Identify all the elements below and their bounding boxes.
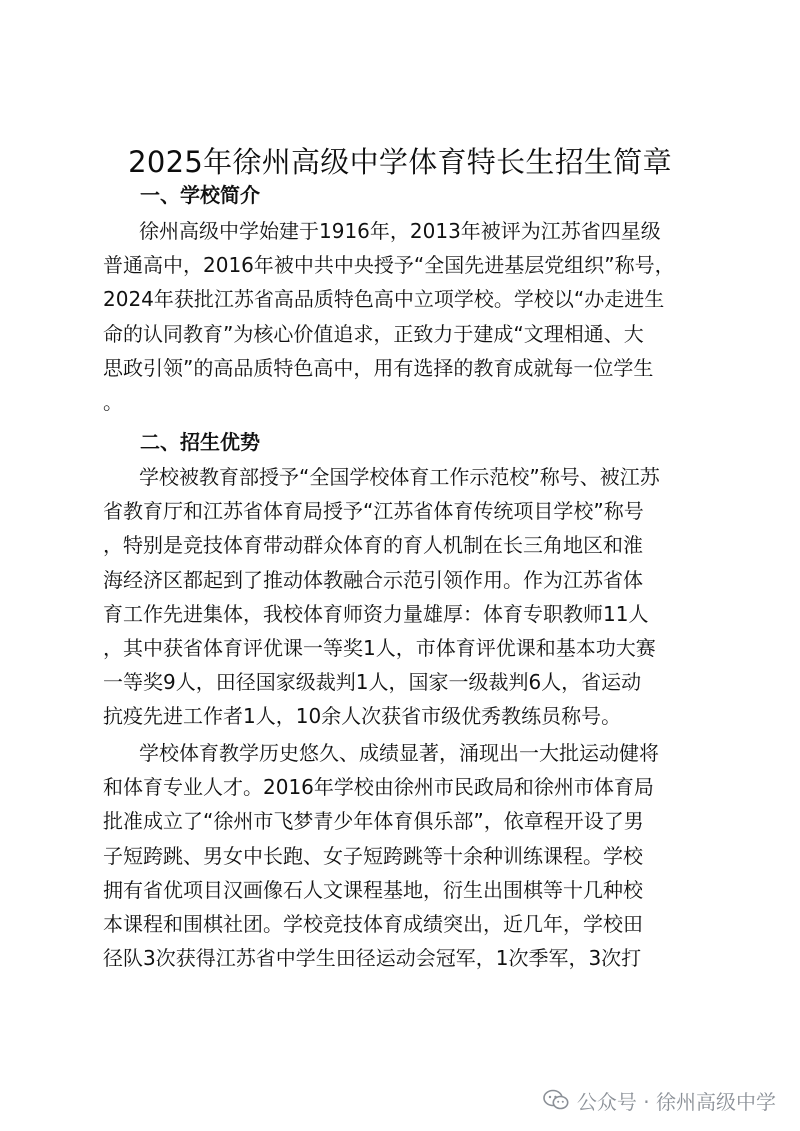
section-heading-school-intro: 一、学校简介 (140, 183, 260, 207)
paragraph-line: 省教育厅和江苏省体育局授予“江苏省体育传统项目学校”称号 (103, 499, 644, 524)
paragraph-line: 。 (103, 389, 123, 414)
paragraph-line: ，其中获省体育评优课一等奖1人，市体育评优课和基本功大赛 (103, 635, 656, 660)
document-title: 2025年徐州高级中学体育特长生招生简章 (128, 145, 672, 179)
admission-advantages-paragraph-1 (103, 460, 703, 734)
paragraph-line: 抗疫先进工作者1人，10余人次获省市级优秀教练员称号。 (103, 704, 622, 729)
paragraph-line: 海经济区都起到了推动体教融合示范引领作用。作为江苏省体 (103, 567, 643, 592)
school-intro-paragraph (103, 214, 703, 419)
paragraph-line: 学校体育教学历史悠久、成绩显著，涌现出一大批运动健将 (139, 741, 659, 765)
paragraph-line: 批准成立了“徐州市飞梦青少年体育俱乐部”，依章程开设了男 (103, 809, 644, 834)
paragraph-line: 一等奖9人，田径国家级裁判1人，国家一级裁判6人，省运动 (103, 670, 642, 695)
paragraph-line: 普通高中，2016年被中共中央授予“全国先进基层党组织”称号， (103, 253, 675, 278)
paragraph-line: 学校被教育部授予“全国学校体育工作示范校”称号、被江苏 (139, 465, 660, 489)
watermark-text: 公众号 · 徐州高级中学 (576, 1089, 776, 1114)
paragraph-line: 思政引领”的高品质特色高中，用有选择的教育成就每一位学生 (103, 355, 654, 380)
paragraph-line: 径队3次获得江苏省中学生田径运动会冠军，1次季军，3次打 (103, 946, 642, 971)
paragraph-line: 拥有省优项目汉画像石人文课程基地，衍生出围棋等十几种校 (103, 877, 643, 902)
paragraph-line: 本课程和围棋社团。学校竞技体育成绩突出，近几年，学校田 (103, 911, 643, 936)
paragraph-line: 2024年获批江苏省高品质特色高中立项学校。学校以“办走进生 (103, 287, 665, 312)
wechat-official-account-icon (543, 1089, 569, 1111)
paragraph-line: 徐州高级中学始建于1916年，2013年被评为江苏省四星级 (139, 219, 661, 243)
section-heading-admission-advantages: 二、招生优势 (140, 430, 260, 454)
paragraph-line: 和体育专业人才。2016年学校由徐州市民政局和徐州市体育局 (103, 775, 654, 800)
paragraph-line: ，特别是竞技体育带动群众体育的育人机制在长三角地区和淮 (103, 533, 643, 558)
paragraph-line: 子短跨跳、男女中长跑、女子短跨跳等十余种训练课程。学校 (103, 843, 643, 868)
admission-advantages-paragraph-2 (103, 736, 703, 975)
paragraph-line: 命的认同教育”为核心价值追求，正致力于建成“文理相通、大 (103, 321, 644, 346)
watermark (543, 1083, 776, 1117)
paragraph-line: 育工作先进集体，我校体育师资力量雄厚：体育专职教师11人 (103, 601, 649, 626)
